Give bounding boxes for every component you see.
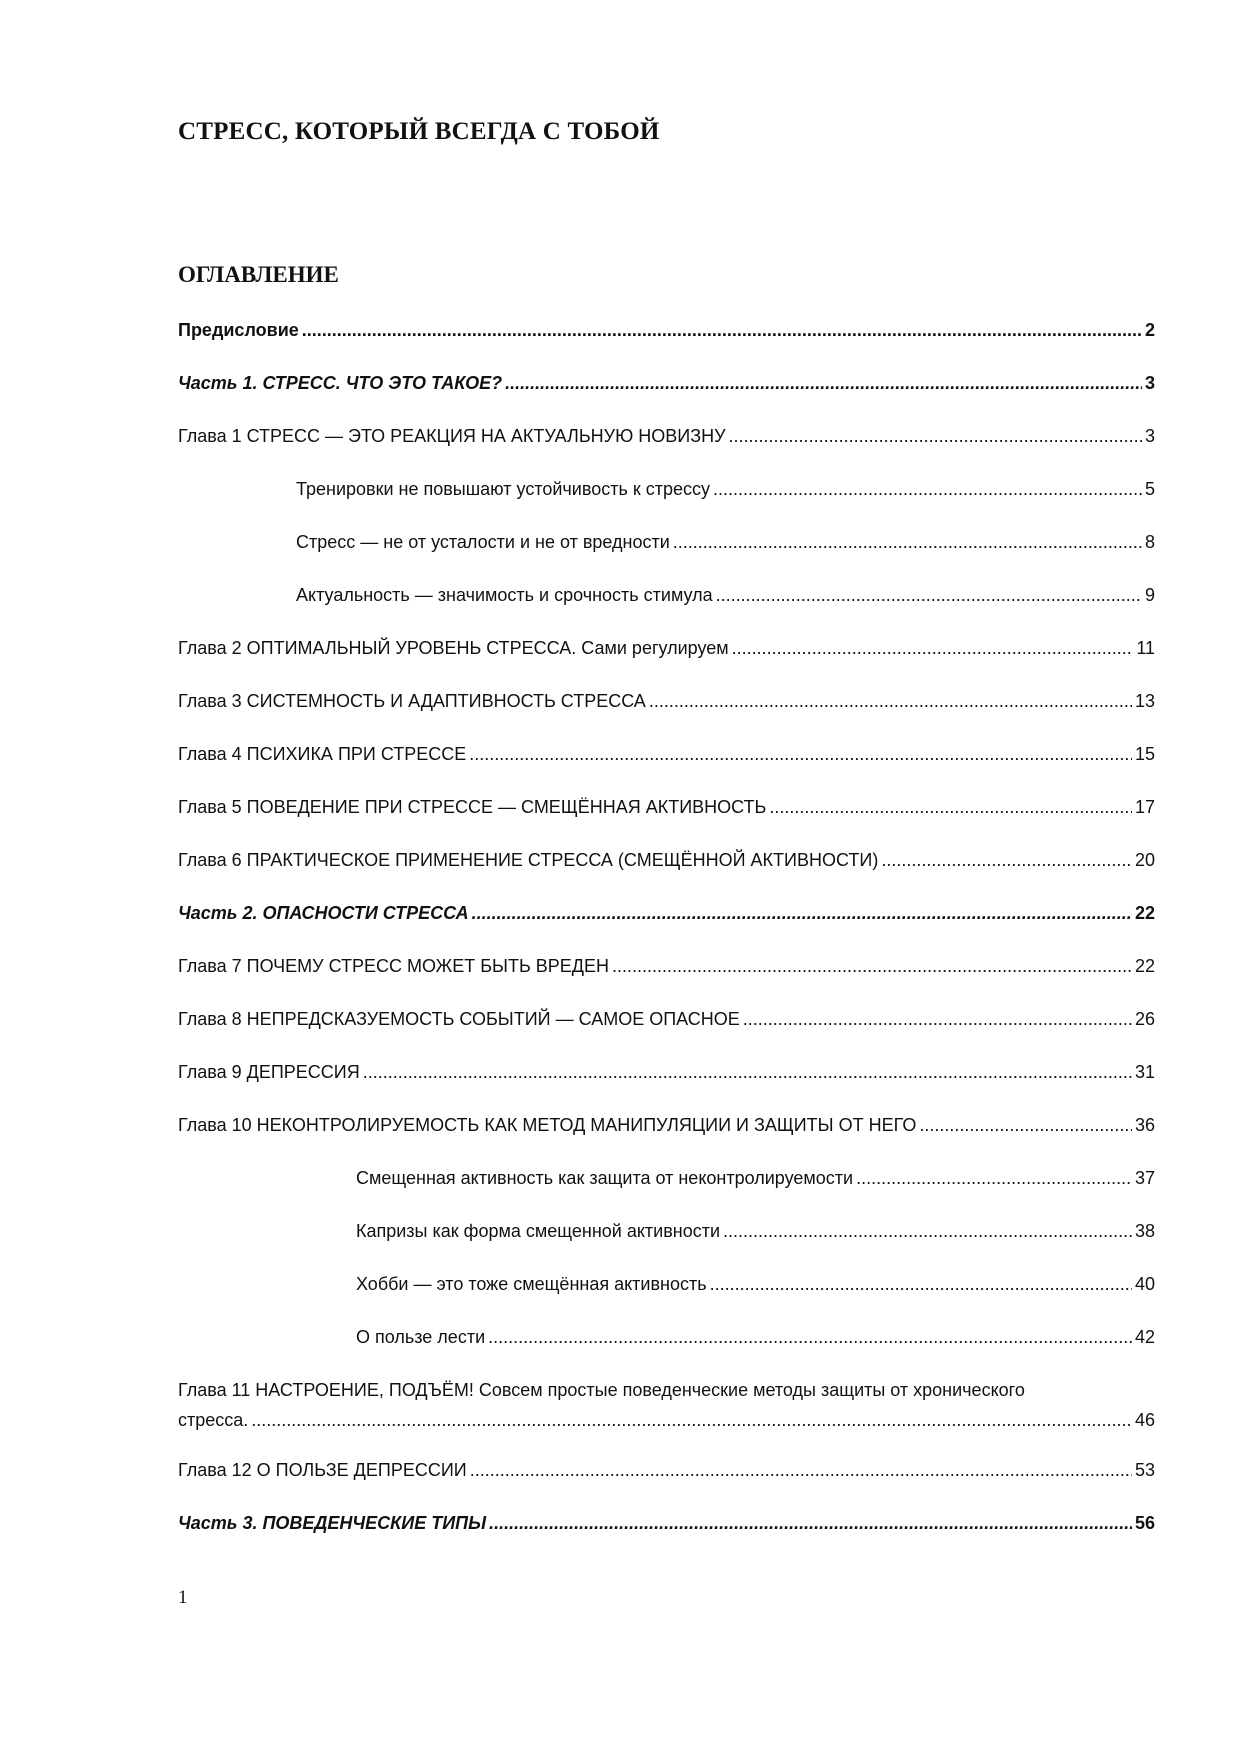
toc-entry-title: Часть 1. СТРЕСС. ЧТО ЭТО ТАКОЕ? bbox=[178, 373, 503, 393]
dot-leader bbox=[673, 527, 1142, 557]
dot-leader bbox=[472, 898, 1132, 928]
toc-entry-title-continued: стресса. bbox=[178, 1410, 249, 1430]
toc-entry-page: 20 bbox=[1134, 850, 1155, 870]
toc-entry-title: Глава 5 ПОВЕДЕНИЕ ПРИ СТРЕССЕ — СМЕЩЁННАЯ АКТИВНОСТЬ bbox=[178, 797, 767, 817]
toc-entry-page: 15 bbox=[1134, 744, 1155, 764]
toc-entry-title: Тренировки не повышают устойчивость к стрессу bbox=[296, 479, 710, 499]
toc-entry-title: Предисловие bbox=[178, 320, 299, 340]
toc-entry-title: Глава 6 ПРАКТИЧЕСКОЕ ПРИМЕНЕНИЕ СТРЕССА (СМЕЩЁННОЙ АКТИВНОСТИ) bbox=[178, 850, 879, 870]
dot-leader bbox=[612, 951, 1132, 981]
dot-leader bbox=[881, 845, 1132, 875]
toc-entry-title: Глава 1 СТРЕСС — ЭТО РЕАКЦИЯ НА АКТУАЛЬНУЮ НОВИЗНУ bbox=[178, 426, 726, 446]
dot-leader bbox=[649, 686, 1132, 716]
toc-entry-page: 31 bbox=[1134, 1062, 1155, 1082]
toc-entry-preface[interactable] bbox=[178, 315, 1155, 368]
toc-entry-title: Глава 2 ОПТИМАЛЬНЫЙ УРОВЕНЬ СТРЕССА. Сами регулируем bbox=[178, 638, 729, 658]
dot-leader bbox=[732, 633, 1134, 663]
toc-entry-title: Глава 3 СИСТЕМНОСТЬ И АДАПТИВНОСТЬ СТРЕССА bbox=[178, 691, 646, 711]
toc-entry-title: Глава 4 ПСИХИКА ПРИ СТРЕССЕ bbox=[178, 744, 467, 764]
dot-leader bbox=[489, 1508, 1132, 1538]
toc-entry-title: Актуальность — значимость и срочность стимула bbox=[296, 585, 713, 605]
toc-entry-chapter-9[interactable] bbox=[178, 1057, 1155, 1110]
toc-entry-page: 37 bbox=[1134, 1168, 1155, 1188]
page-number: 1 bbox=[178, 1587, 188, 1608]
toc-entry-page: 8 bbox=[1144, 532, 1155, 552]
toc-entry-chapter-12[interactable] bbox=[178, 1455, 1155, 1508]
dot-leader bbox=[469, 739, 1132, 769]
toc-entry-title: О пользе лести bbox=[356, 1327, 486, 1347]
toc-entry-page: 22 bbox=[1134, 903, 1155, 923]
dot-leader bbox=[488, 1322, 1132, 1352]
toc-entry-section[interactable] bbox=[178, 1216, 1155, 1269]
toc-entry-title: Глава 11 НАСТРОЕНИЕ, ПОДЪЁМ! Совсем простые поведенческие методы защиты от хронического bbox=[178, 1380, 1025, 1400]
dot-leader bbox=[505, 368, 1142, 398]
toc-entry-page: 53 bbox=[1134, 1460, 1155, 1480]
toc-entry-title: Хобби — это тоже смещённая активность bbox=[356, 1274, 707, 1294]
toc-entry-title: Смещенная активность как защита от неконтролируемости bbox=[356, 1168, 854, 1188]
toc-entry-chapter-1[interactable] bbox=[178, 421, 1155, 474]
toc-heading: ОГЛАВЛЕНИЕ bbox=[178, 262, 339, 287]
toc-entry-title: Глава 10 НЕКОНТРОЛИРУЕМОСТЬ КАК МЕТОД МАНИПУЛЯЦИИ И ЗАЩИТЫ ОТ НЕГО bbox=[178, 1115, 917, 1135]
dot-leader bbox=[302, 315, 1142, 345]
toc-entry-page: 40 bbox=[1134, 1274, 1155, 1294]
toc-entry-chapter-4[interactable] bbox=[178, 739, 1155, 792]
toc-entry-page: 42 bbox=[1134, 1327, 1155, 1347]
dot-leader bbox=[919, 1110, 1132, 1140]
toc-entry-page: 26 bbox=[1134, 1009, 1155, 1029]
toc-entry-section[interactable] bbox=[178, 474, 1155, 527]
toc-entry-page: 13 bbox=[1134, 691, 1155, 711]
toc-entry-chapter-3[interactable] bbox=[178, 686, 1155, 739]
toc-entry-chapter-10[interactable] bbox=[178, 1110, 1155, 1163]
toc-entry-title: Глава 12 О ПОЛЬЗЕ ДЕПРЕССИИ bbox=[178, 1460, 467, 1480]
toc-entry-page: 46 bbox=[1134, 1410, 1155, 1430]
toc-entry-chapter-7[interactable] bbox=[178, 951, 1155, 1004]
dot-leader bbox=[716, 580, 1142, 610]
dot-leader bbox=[769, 792, 1132, 822]
toc-entry-part-2[interactable] bbox=[178, 898, 1155, 951]
dot-leader bbox=[470, 1455, 1132, 1485]
toc-entry-page: 5 bbox=[1144, 479, 1155, 499]
toc-entry-page: 22 bbox=[1134, 956, 1155, 976]
dot-leader bbox=[723, 1216, 1132, 1246]
toc-entry-chapter-8[interactable] bbox=[178, 1004, 1155, 1057]
toc-entry-chapter-5[interactable] bbox=[178, 792, 1155, 845]
toc-entry-title: Глава 7 ПОЧЕМУ СТРЕСС МОЖЕТ БЫТЬ ВРЕДЕН bbox=[178, 956, 610, 976]
toc-entry-page: 17 bbox=[1134, 797, 1155, 817]
toc-entry-title: Глава 9 ДЕПРЕССИЯ bbox=[178, 1062, 360, 1082]
toc-entry-chapter-11[interactable] bbox=[178, 1375, 1155, 1455]
toc-entry-page: 2 bbox=[1144, 320, 1155, 340]
toc-entry-title: Часть 3. ПОВЕДЕНЧЕСКИЕ ТИПЫ bbox=[178, 1513, 487, 1533]
toc-entry-section[interactable] bbox=[178, 580, 1155, 633]
dot-leader bbox=[710, 1269, 1132, 1299]
toc-entry-section[interactable] bbox=[178, 1269, 1155, 1322]
toc-entry-chapter-2[interactable] bbox=[178, 633, 1155, 686]
toc-entry-chapter-6[interactable] bbox=[178, 845, 1155, 898]
toc-entry-page: 38 bbox=[1134, 1221, 1155, 1241]
toc-entry-page: 56 bbox=[1134, 1513, 1155, 1533]
toc-entry-page: 3 bbox=[1144, 373, 1155, 393]
dot-leader bbox=[363, 1057, 1132, 1087]
toc-entry-part-1[interactable] bbox=[178, 368, 1155, 421]
toc-entry-title: Капризы как форма смещенной активности bbox=[356, 1221, 721, 1241]
dot-leader bbox=[743, 1004, 1132, 1034]
toc-entry-page: 9 bbox=[1144, 585, 1155, 605]
toc-entry-section[interactable] bbox=[178, 527, 1155, 580]
toc-entry-title: Часть 2. ОПАСНОСТИ СТРЕССА bbox=[178, 903, 469, 923]
toc-entry-page: 11 bbox=[1136, 638, 1155, 658]
toc-entry-page: 36 bbox=[1134, 1115, 1155, 1135]
dot-leader bbox=[856, 1163, 1132, 1193]
dot-leader bbox=[251, 1405, 1132, 1435]
toc-entry-page: 3 bbox=[1144, 426, 1155, 446]
toc-entry-part-3[interactable] bbox=[178, 1508, 1155, 1561]
dot-leader bbox=[729, 421, 1142, 451]
toc-entry-section[interactable] bbox=[178, 1163, 1155, 1216]
table-of-contents bbox=[178, 315, 1155, 1561]
toc-entry-title: Стресс — не от усталости и не от вредности bbox=[296, 532, 670, 552]
toc-entry-title: Глава 8 НЕПРЕДСКАЗУЕМОСТЬ СОБЫТИЙ — САМОЕ ОПАСНОЕ bbox=[178, 1009, 740, 1029]
toc-entry-section[interactable] bbox=[178, 1322, 1155, 1375]
book-title: СТРЕСС, КОТОРЫЙ ВСЕГДА С ТОБОЙ bbox=[178, 118, 660, 145]
dot-leader bbox=[713, 474, 1142, 504]
